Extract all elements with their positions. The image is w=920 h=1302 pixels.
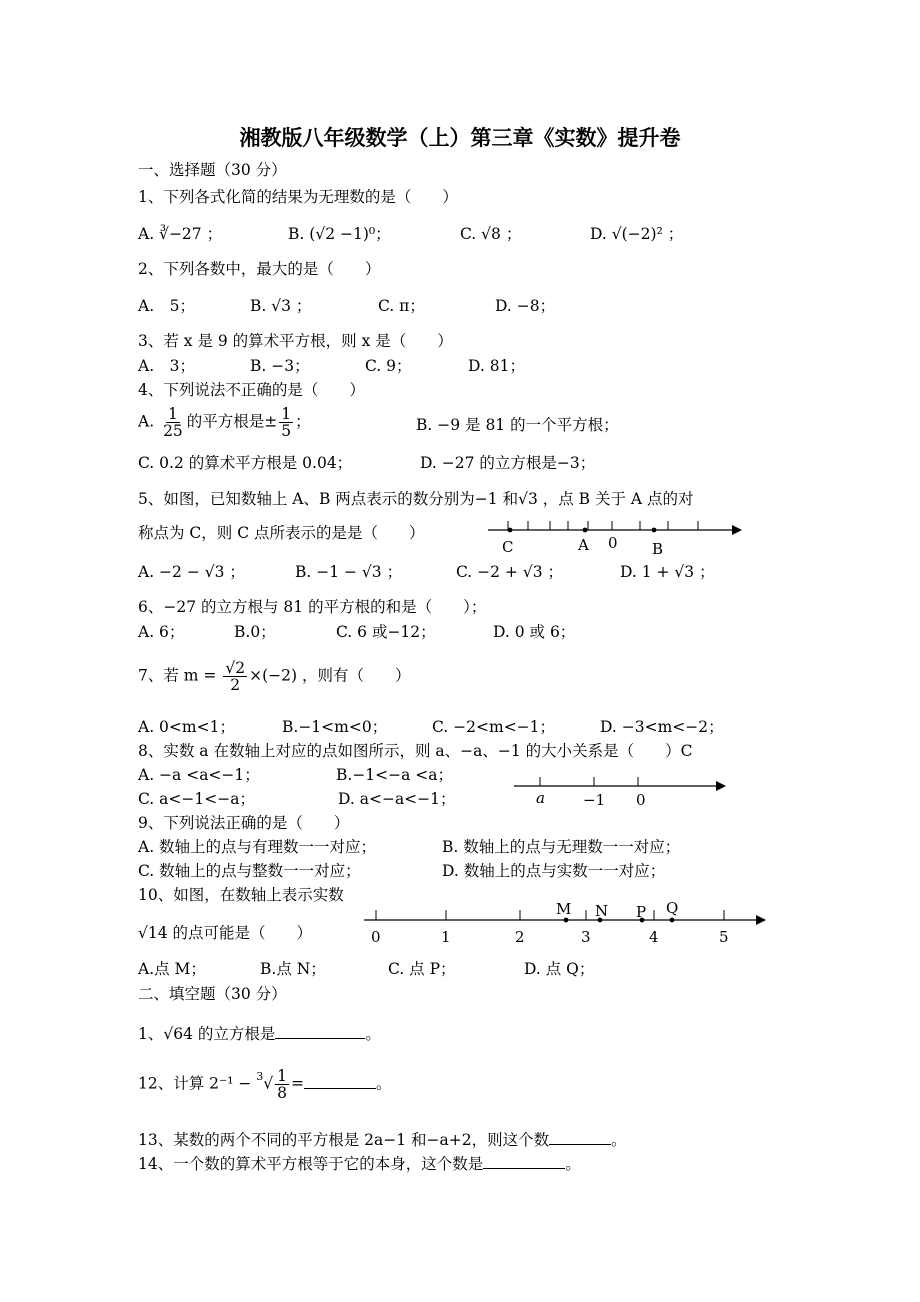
q5-option-d: D. 1 + √3 ；	[620, 563, 715, 581]
q4-option-c: C. 0.2 的算术平方根是 0.04；	[138, 454, 353, 472]
q6-option-d: D. 0 或 6；	[493, 623, 576, 641]
fill-q1: 1、√64 的立方根是 。	[138, 1022, 381, 1044]
q1-option-a: A. ∛−27 ；	[138, 225, 223, 243]
q10-tick-3: 3	[581, 928, 591, 946]
q5-stem-line1: 5、如图，已知数轴上 A、B 两点表示的数分别为−1 和√3 ，点 B 关于 A 点的对	[138, 490, 694, 508]
q9-option-d: D. 数轴上的点与实数一一对应；	[442, 862, 666, 880]
q5-point-c	[508, 528, 513, 533]
q3-option-b: B. −3；	[250, 357, 310, 375]
section-fill-heading: 二、填空题（30 分）	[138, 985, 287, 1003]
q7-option-c: C. −2<m<−1；	[432, 718, 556, 736]
fill-q13: 13、某数的两个不同的平方根是 2a−1 和−a+2，则这个数 。	[138, 1128, 627, 1150]
q10-option-d: D. 点 Q；	[524, 960, 595, 978]
q4-option-b: B. −9 是 81 的一个平方根；	[416, 416, 619, 434]
q10-point-m	[564, 918, 569, 923]
q10-option-c: C. 点 P；	[388, 960, 456, 978]
q3-option-d: D. 81；	[468, 357, 525, 375]
q10-stem-line1: 10、如图，在数轴上表示实数	[138, 886, 344, 904]
q6-stem: 6、−27 的立方根与 81 的平方根的和是（ ）；	[138, 598, 487, 616]
q7-stem: 7、若 m = $\frac{√2}{2}$ ×(−2) ，则有（ ）	[138, 659, 411, 694]
q5-option-a: A. −2 − √3 ；	[138, 563, 245, 581]
q5-option-b: B. −1 − √3 ；	[295, 563, 403, 581]
q10-stem-line2: √14 的点可能是（ ）	[138, 924, 313, 942]
q8-stem: 8、实数 a 在数轴上对应的点如图所示，则 a、−a、−1 的大小关系是（ ）C	[138, 742, 693, 760]
q10-tick-4: 4	[649, 928, 659, 946]
q8-label-zero: 0	[636, 791, 646, 808]
q10-tick-0: 0	[371, 928, 381, 946]
q5-point-b	[652, 528, 657, 533]
q5-label-zero: 0	[608, 534, 618, 552]
q7-option-b: B.−1<m<0；	[282, 718, 388, 736]
q10-option-a: A.点 M；	[138, 960, 206, 978]
q8-label-neg1: −1	[583, 791, 606, 808]
fill-q12-blank	[304, 1072, 376, 1089]
q5-number-line	[480, 510, 745, 560]
q3-stem: 3、若 x 是 9 的算术平方根，则 x 是（ ）	[138, 332, 453, 350]
q8-option-a: A. −a <a<−1；	[138, 766, 260, 784]
q4-option-d: D. −27 的立方根是−3；	[420, 454, 596, 472]
q10-number-line	[360, 898, 770, 948]
q9-stem: 9、下列说法正确的是（ ）	[138, 814, 350, 832]
q2-option-b: B. √3 ；	[250, 297, 312, 315]
q3-option-c: C. 9；	[365, 357, 412, 375]
q10-label-n: N	[595, 902, 609, 920]
page-title: 湘教版八年级数学（上）第三章《实数》提升卷	[239, 125, 681, 150]
fill-q1-blank	[275, 1022, 365, 1039]
q2-stem: 2、下列各数中，最大的是（ ）	[138, 260, 381, 278]
q5-point-a	[583, 528, 588, 533]
q8-number-line	[508, 772, 728, 808]
q9-option-a: A. 数轴上的点与有理数一一对应；	[138, 838, 377, 856]
q1-stem: 1、下列各式化简的结果为无理数的是（ ）	[138, 188, 458, 206]
section-choice-heading: 一、选择题（30 分）	[138, 161, 287, 179]
q2-option-c: C. π；	[378, 297, 425, 315]
q6-option-c: C. 6 或−12；	[336, 623, 436, 641]
q3-option-a: A. 3；	[138, 357, 195, 375]
q8-option-b: B.−1<−a <a；	[336, 766, 454, 784]
q10-option-b: B.点 N；	[260, 960, 326, 978]
q9-option-c: C. 数轴上的点与整数一一对应；	[138, 862, 361, 880]
q1-option-b: B. (√2 −1)⁰；	[288, 225, 391, 243]
q8-option-c: C. a<−1<−a；	[138, 790, 255, 808]
q1-option-d: D. √(−2)² ；	[590, 225, 684, 243]
q4-option-a: A. $\frac{1}{25}$ 的平方根是± $\frac{1}{5}$ ；	[138, 405, 311, 440]
q6-option-b: B.0；	[234, 623, 276, 641]
q10-tick-1: 1	[441, 928, 451, 946]
q9-option-b: B. 数轴上的点与无理数一一对应；	[442, 838, 681, 856]
q2-option-a: A. 5；	[138, 297, 195, 315]
q10-point-q	[670, 918, 675, 923]
q10-tick-5: 5	[719, 928, 729, 946]
q4-stem: 4、下列说法不正确的是（ ）	[138, 381, 365, 399]
q7-option-d: D. −3<m<−2；	[600, 718, 724, 736]
q2-option-d: D. −8；	[495, 297, 556, 315]
q5-label-b: B	[652, 540, 664, 558]
q5-option-c: C. −2 + √3 ；	[456, 563, 564, 581]
q5-stem-line2: 称点为 C，则 C 点所表示的是是（ ）	[138, 524, 425, 542]
q10-tick-2: 2	[515, 928, 525, 946]
q10-label-p: P	[636, 903, 647, 921]
q8-option-d: D. a<−a<−1；	[338, 790, 456, 808]
q7-option-a: A. 0<m<1；	[138, 718, 235, 736]
q10-label-m: M	[556, 900, 572, 918]
q6-option-a: A. 6；	[138, 623, 185, 641]
fill-q13-blank	[549, 1128, 611, 1145]
fill-q12: 12、计算 2⁻¹ − $^3$√ $\frac{1}{8}$ = 。	[138, 1067, 392, 1102]
q5-label-c: C	[502, 538, 514, 556]
q8-label-a: a	[536, 789, 545, 807]
q5-label-a: A	[578, 536, 589, 554]
q1-option-c: C. √8 ；	[460, 225, 522, 243]
fill-q14: 14、一个数的算术平方根等于它的本身，这个数是 。	[138, 1152, 581, 1174]
fill-q14-blank	[483, 1152, 565, 1169]
q10-label-q: Q	[666, 899, 679, 917]
